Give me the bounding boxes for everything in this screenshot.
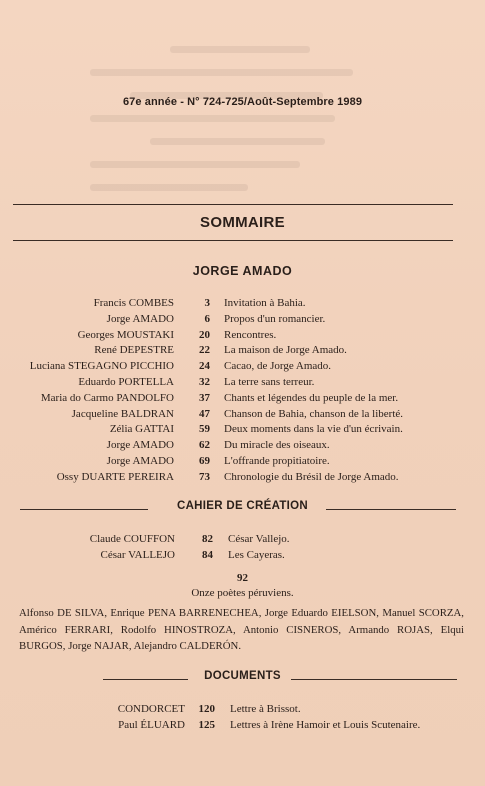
cahier-de-creation-heading [0, 500, 485, 518]
toc-entry [0, 376, 485, 392]
toc-cahier [0, 533, 485, 565]
entry-title-onze-poetes: Onze poètes péruviens. [191, 587, 294, 599]
entry-author: Jacqueline BALDRAN [71, 407, 174, 420]
entry-page-number: 59 [199, 423, 210, 436]
toc-entry [0, 719, 485, 735]
entry-author: René DEPESTRE [94, 344, 174, 357]
cahier-rule-right [326, 509, 456, 510]
documents-rule-right [291, 679, 457, 680]
documents-heading [0, 670, 485, 688]
toc-entry [0, 439, 485, 455]
entry-author: Jorge AMADO [106, 454, 174, 467]
entry-page-number: 62 [199, 439, 210, 452]
entry-page-number: 20 [199, 328, 210, 341]
entry-title: César Vallejo. [228, 533, 290, 545]
poets-list: Alfonso DE SILVA, Enrique PENA BARRENECHEA, Jorge Eduardo EIELSON, Manuel SCORZA, Américo FERRARI, Rodolfo HINOSTROZA, Antonio CISNEROS, Armando ROJAS, Elqui BURGOS, Jorge NAJAR, Alejandro CALDERÓN. [19, 607, 464, 652]
entry-author: Luciana STEGAGNO PICCHIO [29, 360, 174, 373]
toc-entry [0, 471, 485, 487]
toc-entry [0, 313, 485, 329]
entry-title: Chants et légendes du peuple de la mer. [224, 391, 399, 404]
entry-page-number: 125 [198, 718, 215, 731]
entry-page-number: 6 [204, 312, 210, 325]
toc-documents [0, 703, 485, 735]
top-rule [13, 204, 453, 205]
entry-title: Lettres à Irène Hamoir et Louis Scutenaire. [230, 718, 421, 731]
entry-title: L'offrande propitiatoire. [224, 454, 330, 467]
issue-line: 67e année - N° 724-725/Août-Septembre 1989 [122, 96, 363, 108]
cahier-label-text: CAHIER DE CRÉATION [176, 500, 309, 512]
entry-author: César VALLEJO [100, 548, 175, 561]
toc-entry [0, 549, 485, 565]
entry-page-number: 3 [204, 297, 210, 309]
toc-entry [0, 329, 485, 345]
toc-entry [0, 423, 485, 439]
entry-page-number: 47 [199, 407, 210, 420]
entry-title: Les Cayeras. [228, 548, 285, 561]
entry-title: Du miracle des oiseaux. [224, 439, 330, 452]
entry-author: Georges MOUSTAKI [77, 328, 174, 341]
show-through-texture [70, 30, 420, 240]
entry-title: Chronologie du Brésil de Jorge Amado. [224, 470, 399, 483]
entry-title: Cacao, de Jorge Amado. [224, 360, 332, 373]
documents-label-text: DOCUMENTS [204, 670, 281, 682]
entry-page-number: 24 [199, 360, 210, 373]
entry-author: Jorge AMADO [106, 439, 174, 452]
toc-entry [0, 703, 485, 719]
entry-author: Zélia GATTAI [109, 423, 174, 436]
toc-entry [0, 360, 485, 376]
section-title-jorge-amado: JORGE AMADO [192, 264, 293, 278]
entry-author: Paul ÉLUARD [118, 718, 185, 731]
entry-title: La terre sans terreur. [224, 375, 315, 388]
entry-page-number: 32 [199, 375, 210, 388]
entry-title: Deux moments dans la vie d'un écrivain. [224, 423, 403, 436]
entry-page-number: 120 [198, 703, 215, 715]
entry-author: CONDORCET [117, 703, 185, 715]
toc-main [0, 297, 485, 487]
toc-entry [0, 392, 485, 408]
entry-title: Propos d'un romancier. [224, 312, 326, 325]
sommaire-rule [13, 240, 453, 241]
entry-page-number: 22 [199, 344, 210, 357]
toc-entry [0, 344, 485, 360]
toc-entry [0, 297, 485, 313]
entry-page-number: 69 [199, 454, 210, 467]
toc-entry [0, 408, 485, 424]
entry-author: Ossy DUARTE PEREIRA [56, 470, 174, 483]
entry-title: Invitation à Bahia. [224, 297, 306, 309]
entry-title: Rencontres. [224, 328, 277, 341]
sommaire-heading: SOMMAIRE [200, 214, 285, 231]
toc-entry [0, 533, 485, 549]
entry-author: Jorge AMADO [106, 312, 174, 325]
entry-author: Claude COUFFON [89, 533, 175, 545]
entry-author: Maria do Carmo PANDOLFO [40, 391, 174, 404]
entry-page-number: 37 [199, 391, 210, 404]
entry-page-92: 92 [237, 572, 248, 584]
toc-entry [0, 455, 485, 471]
entry-page-number: 82 [202, 533, 213, 545]
cahier-label [0, 500, 485, 512]
documents-label [0, 670, 485, 682]
entry-title: La maison de Jorge Amado. [224, 344, 347, 357]
entry-page-number: 84 [202, 548, 213, 561]
entry-page-number: 73 [199, 470, 210, 483]
entry-author: Francis COMBES [93, 297, 174, 309]
entry-author: Eduardo PORTELLA [78, 375, 174, 388]
entry-title: Chanson de Bahia, chanson de la liberté. [224, 407, 404, 420]
entry-title: Lettre à Brissot. [230, 703, 301, 715]
